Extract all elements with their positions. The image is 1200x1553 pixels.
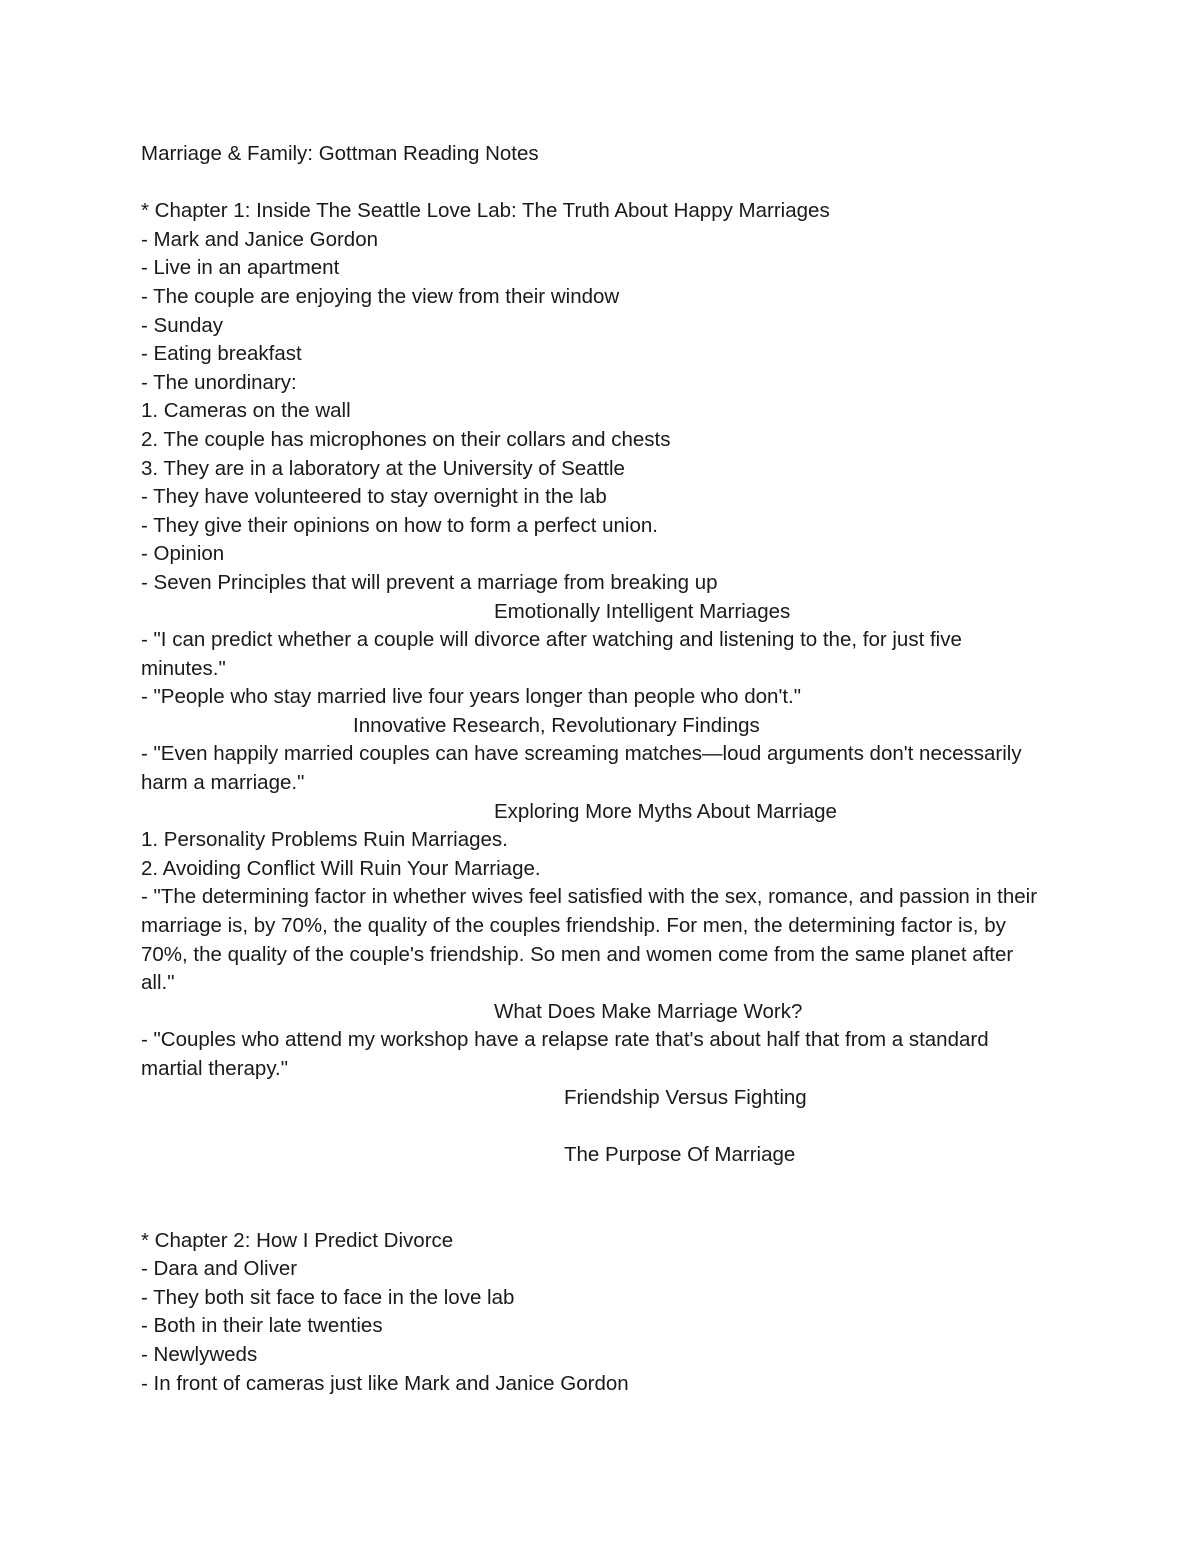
section-heading-purpose: The Purpose Of Marriage [564, 1142, 796, 1166]
list-item: - Live in an apartment [141, 256, 340, 280]
list-item: - Mark and Janice Gordon [141, 227, 379, 251]
list-item: 2. Avoiding Conflict Will Ruin Your Marriage. [141, 856, 541, 880]
spacer [141, 1169, 1051, 1226]
list-item: 1. Personality Problems Ruin Marriages. [141, 828, 508, 852]
section-heading-friendship: Friendship Versus Fighting [564, 1085, 807, 1109]
list-item: - They give their opinions on how to form a perfect union. [141, 513, 658, 537]
list-item: - They both sit face to face in the love lab [141, 1285, 515, 1309]
list-item: - Eating breakfast [141, 342, 302, 366]
document-title: Marriage & Family: Gottman Reading Notes [141, 142, 539, 165]
list-item: 2. The couple has microphones on their collars and chests [141, 427, 671, 451]
list-item: - Dara and Oliver [141, 1257, 298, 1281]
section-heading-research: Innovative Research, Revolutionary Findings [353, 713, 760, 737]
list-item: - Sunday [141, 313, 224, 337]
quote-item: - "Even happily married couples can have screaming matches—loud arguments don't necessarily harm a marriage." [141, 742, 1022, 795]
chapter-1-heading: * Chapter 1: Inside The Seattle Love Lab: The Truth About Happy Marriages [141, 199, 830, 223]
list-item: - They have volunteered to stay overnight in the lab [141, 485, 607, 509]
quote-item: - "People who stay married live four years longer than people who don't." [141, 685, 802, 709]
quote-item: - "I can predict whether a couple will divorce after watching and listening to the, for just five minutes." [141, 628, 962, 680]
spacer [141, 169, 1051, 198]
spacer [141, 1112, 1051, 1141]
list-item: - Both in their late twenties [141, 1314, 383, 1338]
list-item: - Seven Principles that will prevent a marriage from breaking up [141, 570, 718, 594]
list-item: 1. Cameras on the wall [141, 399, 351, 423]
list-item: - Opinion [141, 542, 225, 566]
section-heading-work: What Does Make Marriage Work? [494, 999, 803, 1023]
list-item: - Newlyweds [141, 1342, 258, 1366]
list-item: - The unordinary: [141, 370, 297, 394]
list-item: 3. They are in a laboratory at the University of Seattle [141, 456, 625, 480]
chapter-2-heading: * Chapter 2: How I Predict Divorce [141, 1228, 454, 1252]
document-page [141, 140, 1051, 1398]
list-item: - In front of cameras just like Mark and Janice Gordon [141, 1371, 629, 1395]
quote-item: - "Couples who attend my workshop have a relapse rate that's about half that from a standard martial therapy." [141, 1028, 989, 1080]
section-heading-myths: Exploring More Myths About Marriage [494, 799, 837, 823]
list-item: - The couple are enjoying the view from their window [141, 284, 620, 308]
section-heading-emotional: Emotionally Intelligent Marriages [494, 599, 791, 623]
quote-item: - "The determining factor in whether wives feel satisfied with the sex, romance, and passion in their marriage is, by 70%, the quality of the couples friendship. For men, the determining factor is, by 70%, the quality of the couple's friendship. So men and women come from the same planet after all." [141, 885, 1038, 995]
